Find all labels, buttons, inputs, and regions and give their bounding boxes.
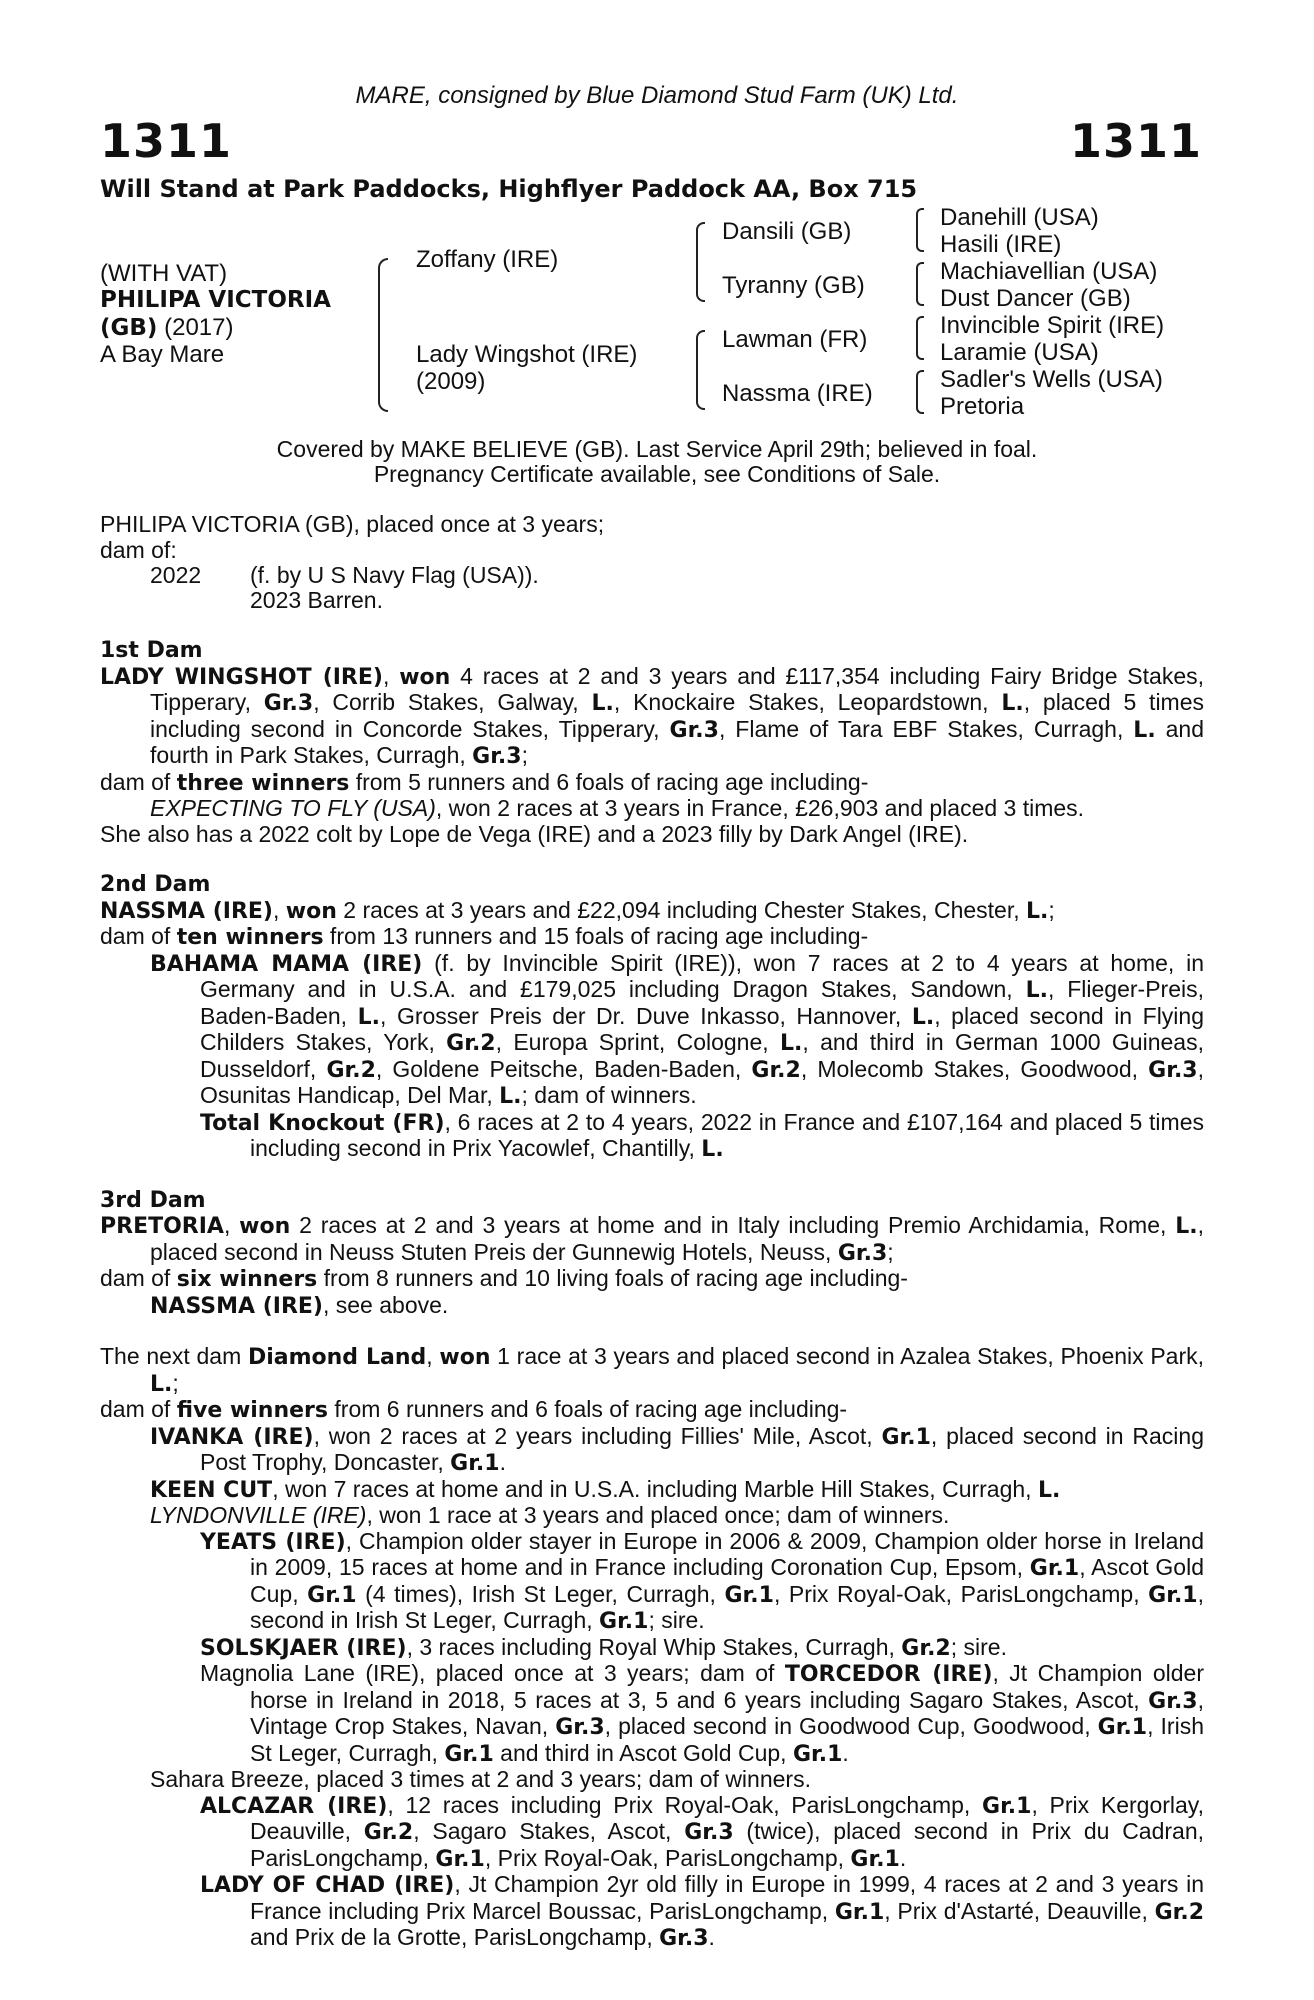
text: . [499, 1449, 506, 1475]
winners-count: six winners [176, 1267, 318, 1292]
horse-country: (GB) [100, 315, 158, 341]
text: and third in Ascot Gold Cup, [493, 1739, 793, 1766]
g3-1: Danehill (USA) [940, 204, 1099, 231]
text: and Prix de la Grotte, ParisLongchamp, [250, 1924, 660, 1950]
text: Sahara Breeze, placed 3 times at 2 and 3 years; dam of winners. [150, 1766, 811, 1792]
text: dam of [100, 1265, 177, 1291]
dam-name: Lady Wingshot (IRE) [416, 341, 638, 368]
grade: Gr.1 [435, 1846, 485, 1872]
text: , 12 races including Prix Royal-Oak, ParisLongchamp, [387, 1791, 983, 1818]
text: , Molecomb Stakes, Goodwood, [800, 1055, 1149, 1082]
listed: L. [1175, 1214, 1198, 1239]
grade: Gr.3 [555, 1715, 605, 1740]
grade: Gr.1 [724, 1582, 774, 1608]
horse-description: A Bay Mare [100, 341, 225, 368]
listed: L. [150, 1371, 173, 1397]
text: ; [521, 742, 528, 768]
second-dam-produce [100, 924, 1204, 951]
grade: Gr.2 [901, 1635, 951, 1661]
lot-number-left: 1311 [100, 114, 233, 168]
text: , placed second in Goodwood Cup, Goodwood, [604, 1713, 1098, 1739]
text: , Prix d'Astarté, Deauville, [884, 1897, 1155, 1924]
listed: L. [779, 1031, 803, 1056]
brace-g3-1 [916, 208, 924, 252]
offspring-total-knockout [200, 1110, 1204, 1163]
offspring-nassma [150, 1293, 1204, 1320]
consignment-line: MARE, consigned by Blue Diamond Stud Farm (UK) Ltd. [355, 82, 959, 109]
text: , Flame of Tara EBF Stakes, Curragh, [718, 715, 1134, 742]
next-dam-name: Diamond Land [247, 1345, 427, 1370]
listed: L. [591, 691, 614, 716]
text: , Prix Royal-Oak, ParisLongchamp, [484, 1844, 851, 1871]
text: , placed second in Racing Post Trophy, Doncaster, [200, 1422, 1204, 1475]
text: from 6 runners and 6 foals of racing age including- [328, 1396, 848, 1422]
horse-name: PHILIPA VICTORIA [100, 287, 331, 313]
offspring-name: IVANKA (IRE) [150, 1424, 314, 1450]
second-dam-record: NASSMA (IRE), won 2 races at 3 years and £22,094 including Chester Stakes, Chester, L.; [100, 896, 1055, 924]
next-dam-record: The next dam Diamond Land, won 1 race at 3 years and placed second in Azalea Stakes, Phoenix Park, L.; [100, 1343, 1205, 1397]
brace-g3-4 [916, 370, 924, 414]
text: , Knockaire Stakes, Leopardstown, [613, 689, 1002, 715]
listed: L. [499, 1084, 522, 1109]
grade: Gr.3 [1148, 1057, 1198, 1083]
next-dam-produce [100, 1397, 1204, 1424]
g3-5: Invincible Spirit (IRE) [940, 312, 1165, 339]
third-dam-name: PRETORIA [100, 1214, 224, 1239]
offspring-name: LYNDONVILLE (IRE) [150, 1502, 367, 1528]
first-dam-name: LADY WINGSHOT (IRE) [100, 664, 383, 690]
text: , won 2 races at 2 years including Fillies' Mile, Ascot, [313, 1422, 882, 1449]
winners-count: five winners [176, 1398, 329, 1423]
grade: Gr.3 [837, 1240, 888, 1266]
text: , Flieger-Preis, Baden-Baden, [200, 976, 1204, 1029]
offspring-magnolia-lane [200, 1661, 1204, 1767]
grade: Gr.1 [1097, 1715, 1148, 1740]
text: dam of [100, 768, 177, 795]
text: ; [887, 1238, 894, 1265]
text: and fourth in Park Stakes, Curragh, [150, 715, 1205, 768]
grade: Gr.2 [446, 1031, 496, 1056]
g3-6: Laramie (USA) [940, 339, 1099, 366]
sire-dam: Tyranny (GB) [722, 272, 865, 299]
text: , won 2 races at 3 years in France, £26,903 and placed 3 times. [435, 795, 1085, 821]
g3-3: Machiavellian (USA) [940, 258, 1158, 285]
grade: Gr.1 [450, 1451, 500, 1476]
text: , Jt Champion older horse in Ireland in 2018, 5 races at 3, 5 and 6 years including Sagaro Stakes, Ascot, [250, 1660, 1204, 1713]
first-dam-offspring [150, 796, 1204, 822]
text: ; [1048, 896, 1055, 923]
grade: Gr.1 [982, 1793, 1032, 1819]
text: ; sire. [950, 1633, 1007, 1660]
grade: Gr.1 [307, 1582, 357, 1608]
text: from 5 runners and 6 foals of racing age including- [349, 768, 869, 795]
text: . [708, 1924, 715, 1950]
vat-note: (WITH VAT) [100, 260, 228, 287]
g3-2: Hasili (IRE) [940, 231, 1062, 258]
text: , 3 races including Royal Whip Stakes, Curragh, [406, 1633, 902, 1660]
text: The next dam [100, 1343, 248, 1369]
text: 2 races at 2 and 3 years at home and in Italy including Premio Archidamia, Rome, [290, 1212, 1176, 1238]
text: ; dam of winners. [521, 1082, 697, 1108]
g3-8: Pretoria [940, 393, 1025, 420]
produce-year: 2022 [150, 562, 202, 588]
offspring-ivanka [150, 1424, 1204, 1477]
won-label: won [399, 664, 451, 690]
text: , Irish St Leger, Curragh, [250, 1713, 1204, 1766]
listed: L. [911, 1004, 935, 1030]
horse-year: (2017) [164, 314, 234, 341]
text: , placed second in Neuss Stuten Preis der Gunnewig Hotels, Neuss, [150, 1212, 1204, 1265]
produce-entry-2: 2023 Barren. [250, 587, 383, 613]
catalogue-body [100, 512, 1204, 1952]
listed: L. [1133, 717, 1156, 743]
text: , Sagaro Stakes, Ascot, [413, 1818, 685, 1844]
text: , Prix Royal-Oak, ParisLongchamp, [773, 1580, 1149, 1607]
offspring-alcazar [200, 1793, 1204, 1873]
grade: Gr.3 [1148, 1688, 1198, 1714]
text: (4 times), Irish St Leger, Curragh, [356, 1580, 725, 1607]
text: (twice), placed second in Prix du Cadran, ParisLongchamp, [250, 1818, 1205, 1871]
g3-7: Sadler's Wells (USA) [940, 366, 1163, 393]
grade: Gr.1 [881, 1424, 931, 1450]
produce-dam-of: dam of: [100, 536, 177, 563]
listed: L. [1025, 978, 1048, 1003]
text: , Europa Sprint, Cologne, [495, 1029, 780, 1055]
text: , placed 5 times including second in Concorde Stakes, Tipperary, [150, 689, 1205, 742]
won-label: won [239, 1214, 291, 1239]
covered-line-1: Covered by MAKE BELIEVE (GB). Last Service April 29th; believed in foal. [276, 436, 1038, 462]
grade: Gr.3 [263, 691, 314, 716]
grade: Gr.3 [669, 717, 719, 743]
offspring-name: NASSMA (IRE) [150, 1293, 323, 1319]
text: from 13 runners and 15 foals of racing age including- [323, 923, 869, 949]
offspring-sahara-breeze [150, 1767, 1204, 1793]
offspring-name: LADY OF CHAD (IRE) [200, 1873, 455, 1898]
stand-location: Will Stand at Park Paddocks, Highflyer Paddock AA, Box 715 [100, 175, 918, 203]
text: , won 1 race at 3 years and placed once; dam of winners. [366, 1502, 950, 1528]
first-dam-heading: 1st Dam [100, 638, 203, 663]
grade: Gr.2 [363, 1820, 414, 1845]
text: Magnolia Lane (IRE), placed once at 3 years; dam of [200, 1660, 785, 1686]
text: , won 7 races at home and in U.S.A. including Marble Hill Stakes, Curragh, [272, 1475, 1038, 1502]
grade: Gr.1 [1029, 1556, 1080, 1581]
text: , see above. [322, 1291, 449, 1318]
grade: Gr.1 [834, 1899, 885, 1925]
sire: Zoffany (IRE) [416, 246, 559, 273]
first-dam-also: She also has a 2022 colt by Lope de Vega (IRE) and a 2023 filly by Dark Angel (IRE). [100, 820, 969, 847]
listed: L. [357, 1004, 381, 1030]
dam-year: (2009) [416, 368, 486, 395]
text: from 8 runners and 10 living foals of racing age including- [317, 1265, 908, 1291]
horse-origin-year [100, 314, 233, 342]
offspring-lady-of-chad [200, 1872, 1204, 1952]
grade: Gr.3 [472, 744, 522, 769]
text: 1 race at 3 years and placed second in Azalea Stakes, Phoenix Park, [490, 1343, 1205, 1369]
text: , and third in German 1000 Guineas, Dusseldorf, [200, 1029, 1204, 1082]
second-dam-heading: 2nd Dam [100, 872, 211, 897]
text: ; [172, 1369, 179, 1396]
text: . [899, 1844, 907, 1871]
text: , Ascot Gold Cup, [250, 1554, 1204, 1607]
produce-record [100, 563, 1204, 614]
offspring-yeats [200, 1529, 1204, 1635]
offspring-solskjaer [200, 1635, 1204, 1662]
offspring-lyndonville [150, 1503, 1204, 1529]
first-dam-record: LADY WINGSHOT (IRE), won 4 races at 2 and 3 years and £117,354 including Fairy Bridge Stakes, Tipperary, Gr.3, Corrib Stakes, Galway, L., Knockaire Stakes, Leopardstown, L., placed 5 times including second in Concorde Stakes, Tipperary, Gr.3, Flame of Tara EBF Stakes, Curragh, L. and fourth in Park Stakes, Curragh, Gr.3; [100, 662, 1205, 769]
dam-dam: Nassma (IRE) [722, 380, 873, 407]
offspring-name: EXPECTING TO FLY (USA) [150, 795, 436, 821]
text: , Corrib Stakes, Galway, [313, 689, 592, 715]
brace-g3-2 [916, 262, 924, 306]
text: ; sire. [648, 1607, 705, 1633]
text: , Champion older stayer in Europe in 2006 & 2009, Champion older horse in Ireland in 2009, 15 races at home and in France including Coronation Cup, Epsom, [250, 1527, 1204, 1580]
text: , Osunitas Handicap, Del Mar, [200, 1055, 1204, 1108]
third-dam-heading: 3rd Dam [100, 1187, 206, 1213]
text: dam of [100, 1396, 177, 1422]
text: , Prix Kergorlay, Deauville, [250, 1791, 1204, 1844]
dam-sire: Lawman (FR) [722, 326, 868, 353]
grade: Gr.2 [1154, 1899, 1204, 1925]
brace-main [378, 258, 388, 412]
g3-4: Dust Dancer (GB) [940, 285, 1131, 312]
grade: Gr.2 [326, 1057, 376, 1083]
offspring-name: KEEN CUT [150, 1477, 273, 1503]
produce-intro: PHILIPA VICTORIA (GB), placed once at 3 years; [100, 511, 605, 537]
covered-line-2: Pregnancy Certificate available, see Conditions of Sale. [373, 461, 941, 487]
third-dam-produce [100, 1266, 1204, 1293]
won-label: won [285, 898, 337, 924]
grade: Gr.2 [751, 1057, 801, 1083]
first-dam-produce [100, 770, 1204, 797]
grade: Gr.1 [1148, 1582, 1198, 1608]
grade: Gr.3 [684, 1820, 734, 1845]
text: dam of [100, 923, 177, 949]
text: , Jt Champion 2yr old filly in Europe in 1999, 4 races at 2 and 3 years in France including Prix Marcel Boussac, ParisLongchamp, [250, 1871, 1204, 1924]
listed: L. [1001, 691, 1024, 716]
text: , Goldene Peitsche, Baden-Baden, [375, 1055, 752, 1082]
grade: Gr.3 [659, 1926, 709, 1951]
winners-count: ten winners [176, 925, 324, 950]
offspring-name: ALCAZAR (IRE) [200, 1793, 388, 1819]
offspring-name: TORCEDOR (IRE) [784, 1662, 993, 1687]
text: , Grosser Preis der Dr. Duve Inkasso, Hannover, [380, 1002, 912, 1029]
listed: L. [701, 1137, 724, 1162]
offspring-bahama-mama [150, 951, 1204, 1110]
text: 2 races at 3 years and £22,094 including Chester Stakes, Chester, [336, 896, 1026, 923]
third-dam-record: PRETORIA, won 2 races at 2 and 3 years at home and in Italy including Premio Archidamia, Rome, L., placed second in Neuss Stuten Preis der Gunnewig Hotels, Neuss, Gr.3; [100, 1212, 1204, 1266]
produce-entry-1: (f. by U S Navy Flag (USA)). [250, 562, 539, 588]
text: . [842, 1739, 849, 1766]
lot-number-right: 1311 [1069, 114, 1202, 168]
offspring-name: YEATS (IRE) [200, 1529, 346, 1555]
brace-g3-3 [916, 316, 924, 360]
listed: L. [1037, 1477, 1061, 1503]
brace-sire [696, 222, 705, 302]
won-label: won [439, 1345, 491, 1370]
sire-sire: Dansili (GB) [722, 218, 852, 245]
offspring-name: BAHAMA MAMA (IRE) [150, 951, 423, 977]
text: 4 races at 2 and 3 years and £117,354 including Fairy Bridge Stakes, Tipperary, [150, 662, 1205, 715]
text: , placed second in Flying Childers Stakes, York, [200, 1002, 1204, 1055]
brace-dam [696, 330, 705, 410]
offspring-name: Total Knockout (FR) [200, 1110, 445, 1136]
grade: Gr.1 [792, 1741, 843, 1767]
text: , 6 races at 2 to 4 years, 2022 in France and £107,164 and placed 5 times including second in Prix Yacowlef, Chantilly, [250, 1108, 1204, 1161]
second-dam-name: NASSMA (IRE) [100, 898, 273, 924]
grade: Gr.1 [850, 1846, 900, 1872]
listed: L. [1026, 898, 1049, 924]
offspring-keen-cut [150, 1477, 1204, 1504]
grade: Gr.1 [599, 1609, 649, 1634]
offspring-name: SOLSKJAER (IRE) [200, 1635, 407, 1661]
text: (f. by Invincible Spirit (IRE)), won 7 races at 2 to 4 years at home, in Germany and in U.S.A. and £179,025 including Dragon Stakes, Sandown, [200, 949, 1204, 1002]
text: , second in Irish St Leger, Curragh, [250, 1580, 1204, 1633]
grade: Gr.1 [444, 1741, 494, 1767]
winners-count: three winners [176, 770, 350, 796]
text: , Vintage Crop Stakes, Navan, [250, 1686, 1204, 1739]
